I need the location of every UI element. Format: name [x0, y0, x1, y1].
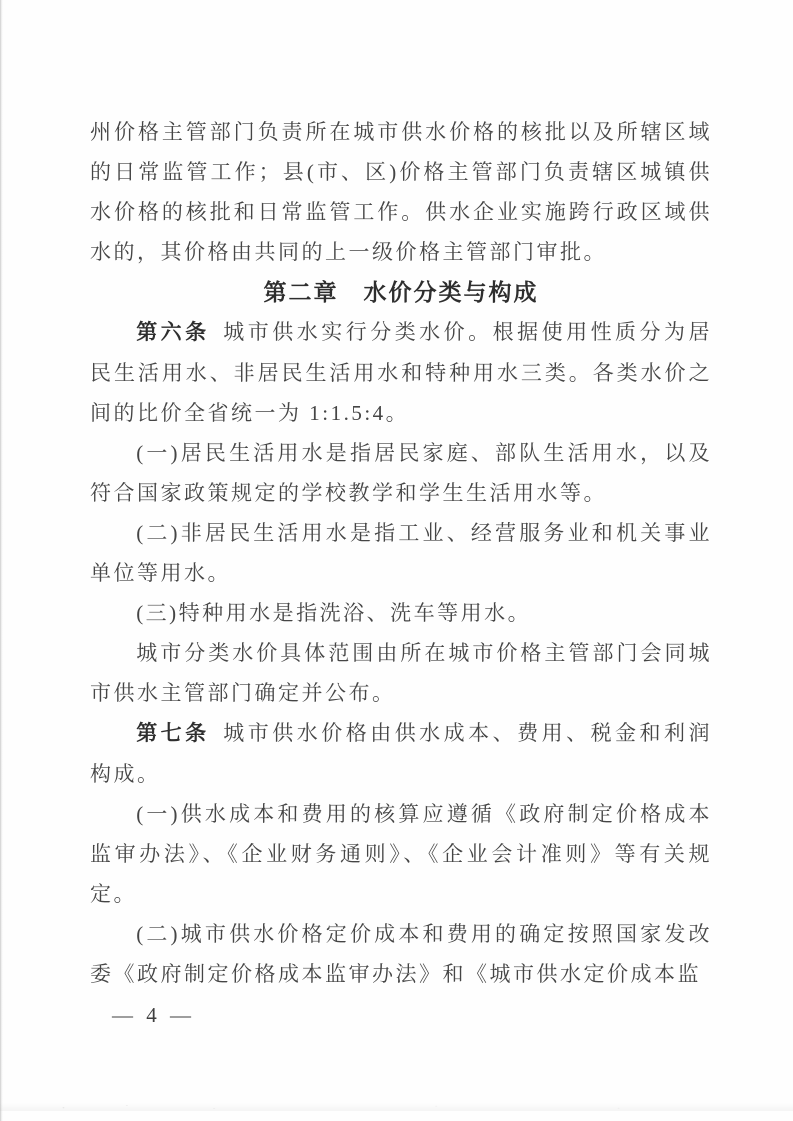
article-6-item-3: (三)特种用水是指洗浴、洗车等用水。	[136, 601, 532, 625]
article-7-label: 第七条	[136, 722, 210, 745]
article-6-item-1: (一)居民生活用水是指居民家庭、部队生活用水，以及符合国家政策规定的学校教学和学生生活用水等。	[90, 441, 712, 505]
paragraph-continued-from-previous-page: 州价格主管部门负责所在城市供水价格的核批以及所辖区域的日常监管工作；县(市、区)价格主管部门负责辖区城镇供水价格的核批和日常监管工作。供水企业实施跨行政区域供水的，其价格由共同的上一级价格主管部门审批。	[90, 120, 712, 264]
article-6-label: 第六条	[136, 321, 210, 344]
article-6-item-2: (二)非居民生活用水是指工业、经营服务业和机关事业单位等用水。	[90, 521, 712, 585]
page-number: — 4 —	[112, 1003, 195, 1027]
article-6-text: 城市供水实行分类水价。根据使用性质分为居民生活用水、非居民生活用水和特种用水三类。各类水价之间的比价全省统一为 1:1.5:4。	[90, 320, 713, 425]
scan-noise-artifact	[0, 1103, 793, 1111]
article-6-scope-paragraph: 城市分类水价具体范围由所在城市价格主管部门会同城市供水主管部门确定并公布。	[90, 641, 712, 705]
article-7-text: 城市供水价格由供水成本、费用、税金和利润构成。	[90, 721, 713, 786]
page-body	[90, 112, 712, 994]
scan-edge-artifact	[0, 0, 3, 1121]
article-7-paragraph	[90, 713, 712, 794]
chapter-heading: 第二章 水价分类与构成	[263, 279, 539, 305]
article-7-item-2-cut-off: (二)城市供水价格定价成本和费用的确定按照国家发改委《政府制定价格成本监审办法》和《城市供水定价成本监	[90, 922, 712, 986]
article-7-item-1: (一)供水成本和费用的核算应遵循《政府制定价格成本监审办法》、《企业财务通则》、《企业会计准则》等有关规定。	[90, 802, 712, 906]
article-6-paragraph	[90, 312, 712, 433]
